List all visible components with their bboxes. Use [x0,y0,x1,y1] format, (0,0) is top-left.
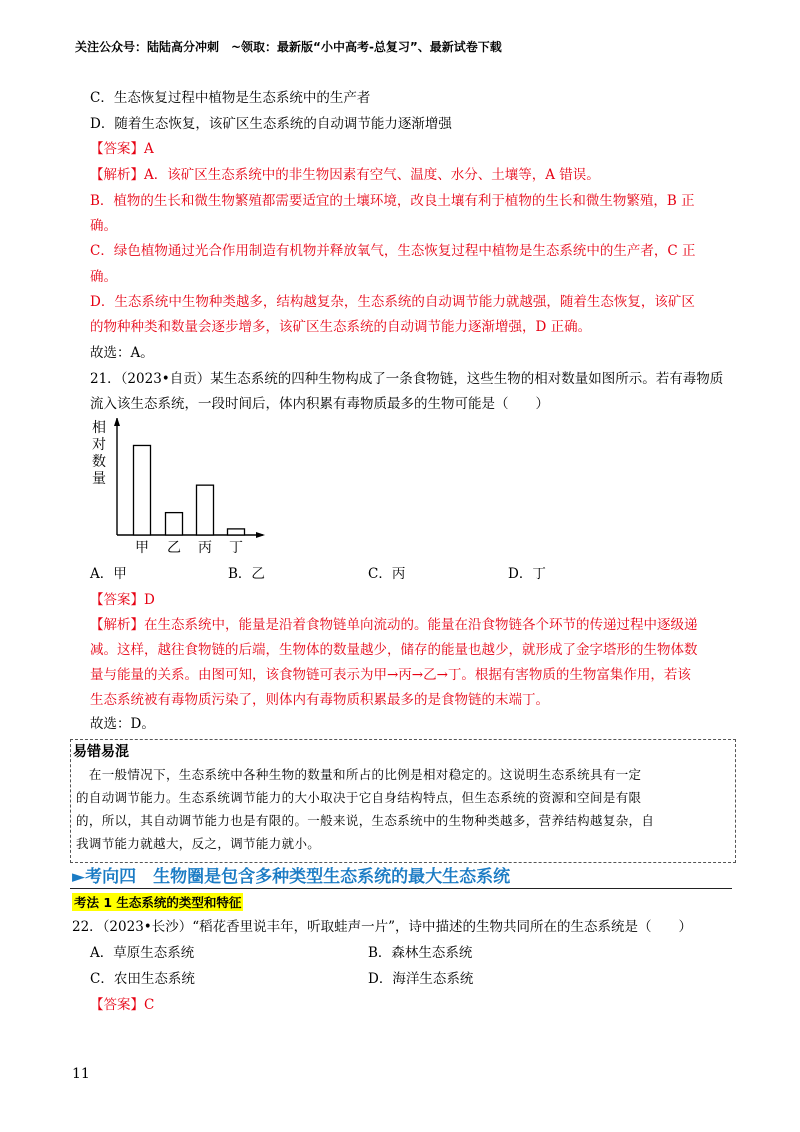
q21-answer: 【答案】D [90,592,155,608]
q22-option-a: A．草原生态系统 [90,945,195,961]
section-title: ►考向四 生物圈是包含多种类型生态系统的最大生态系统 [72,867,511,887]
q20-analysis-line: 的物种种类和数量会逐步增多，该矿区生态系统的自动调节能力逐渐增强，D 正确。 [90,319,592,335]
q20-analysis-line: B．植物的生长和微生物繁殖都需要适宜的土壤环境，改良土壤有利于植物的生长和微生物繁殖，B 正 [90,193,695,209]
q21-stem-line: 21．（2023•自贡）某生态系统的四种生物构成了一条食物链，这些生物的相对数量如图所示。若有毒物质 [90,371,724,387]
q20-analysis-line: C．绿色植物通过光合作用制造有机物并释放氧气，生态恢复过程中植物是生态系统中的生产者，C 正 [90,243,696,259]
tip-box-title: 易错易混 [73,744,129,760]
x-tick-label: 丙 [198,540,212,556]
q21-conclusion: 故选：D。 [90,716,155,732]
y-axis-label-char: 量 [92,471,106,487]
chart-ylabel [92,419,106,487]
bar-丙 [197,485,214,535]
tip-box-line: 的自动调节能力。生态系统调节能力的大小取决于它自身结构特点，但生态系统的资源和空间是有限 [76,790,642,805]
y-axis-label-char: 数 [92,454,106,470]
q22-stem: 22．（2023•长沙）“稻花香里说丰年，听取蛙声一片”，诗中描述的生物共同所在的生态系统是（ ） [72,919,693,935]
q21-bar-chart [85,418,275,558]
x-axis-arrow [256,532,265,538]
method-label: 考法 1 生态系统的类型和特征 [74,895,242,910]
bar-丁 [228,529,245,535]
page-number: 11 [72,1066,90,1082]
q20-option-d: D．随着生态恢复，该矿区生态系统的自动调节能力逐渐增强 [90,116,452,132]
q20-analysis-line: 确。 [90,269,117,285]
q20-analysis-line: D．生态系统中生物种类越多，结构越复杂，生态系统的自动调节能力就越强，随着生态恢复，该矿区 [90,294,695,310]
y-axis-label-char: 对 [92,437,106,453]
tip-box-line: 在一般情况下，生态系统中各种生物的数量和所占的比例是相对稳定的。这说明生态系统具有一定 [76,767,642,782]
tip-box-line: 的，所以，其自动调节能力也是有限的。一般来说，生态系统中的生物种类越多，营养结构越复杂，自 [76,813,655,828]
x-tick-label: 乙 [167,540,181,556]
q20-answer: 【答案】A [90,141,154,157]
y-axis-label-char: 相 [92,420,106,436]
q21-analysis-line: 量与能量的关系。由图可知，该食物链可表示为甲→丙→乙→丁。根据有害物质的生物富集作用，若该 [90,667,691,683]
q22-option-c: C．农田生态系统 [90,971,195,987]
q20-analysis-line: 确。 [90,218,117,234]
q20-option-c: C．生态恢复过程中植物是生态系统中的生产者 [90,90,371,106]
q22-option-d: D．海洋生态系统 [368,971,474,987]
q21-option-d: D．丁 [508,566,546,582]
q21-option-a: A．甲 [90,566,127,582]
q21-stem-line: 流入该生态系统，一段时间后，体内积累有毒物质最多的生物可能是（ ） [90,396,549,412]
section-divider [70,888,732,889]
q21-analysis-line: 【解析】在生态系统中，能量是沿着食物链单向流动的。能量在沿食物链各个环节的传递过程中逐级递 [90,617,698,633]
q22-answer: 【答案】C [90,997,155,1013]
tip-box-line: 我调节能力就越大，反之，调节能力就小。 [76,836,321,851]
bar-甲 [134,445,151,535]
y-axis-arrow [114,418,120,426]
x-tick-label: 甲 [135,540,149,556]
q21-option-c: C．丙 [368,566,406,582]
q20-analysis-line: 【解析】A．该矿区生态系统中的非生物因素有空气、温度、水分、土壤等，A 错误。 [90,167,600,183]
q21-option-b: B．乙 [228,566,265,582]
q21-analysis-line: 生态系统被有毒物质污染了，则体内有毒物质积累最多的是食物链的末端丁。 [90,692,549,708]
q20-conclusion: 故选：A。 [90,345,154,361]
x-tick-label: 丁 [229,540,243,556]
bar-乙 [166,513,183,535]
q22-option-b: B．森林生态系统 [368,945,473,961]
page-header: 关注公众号：陆陆高分冲刺 ~领取：最新版“小中高考-总复习”、最新试卷下载 [75,40,502,54]
q21-analysis-line: 减。这样，越往食物链的后端，生物体的数量越少，储存的能量也越少，就形成了金字塔形的生物体数 [90,642,698,658]
